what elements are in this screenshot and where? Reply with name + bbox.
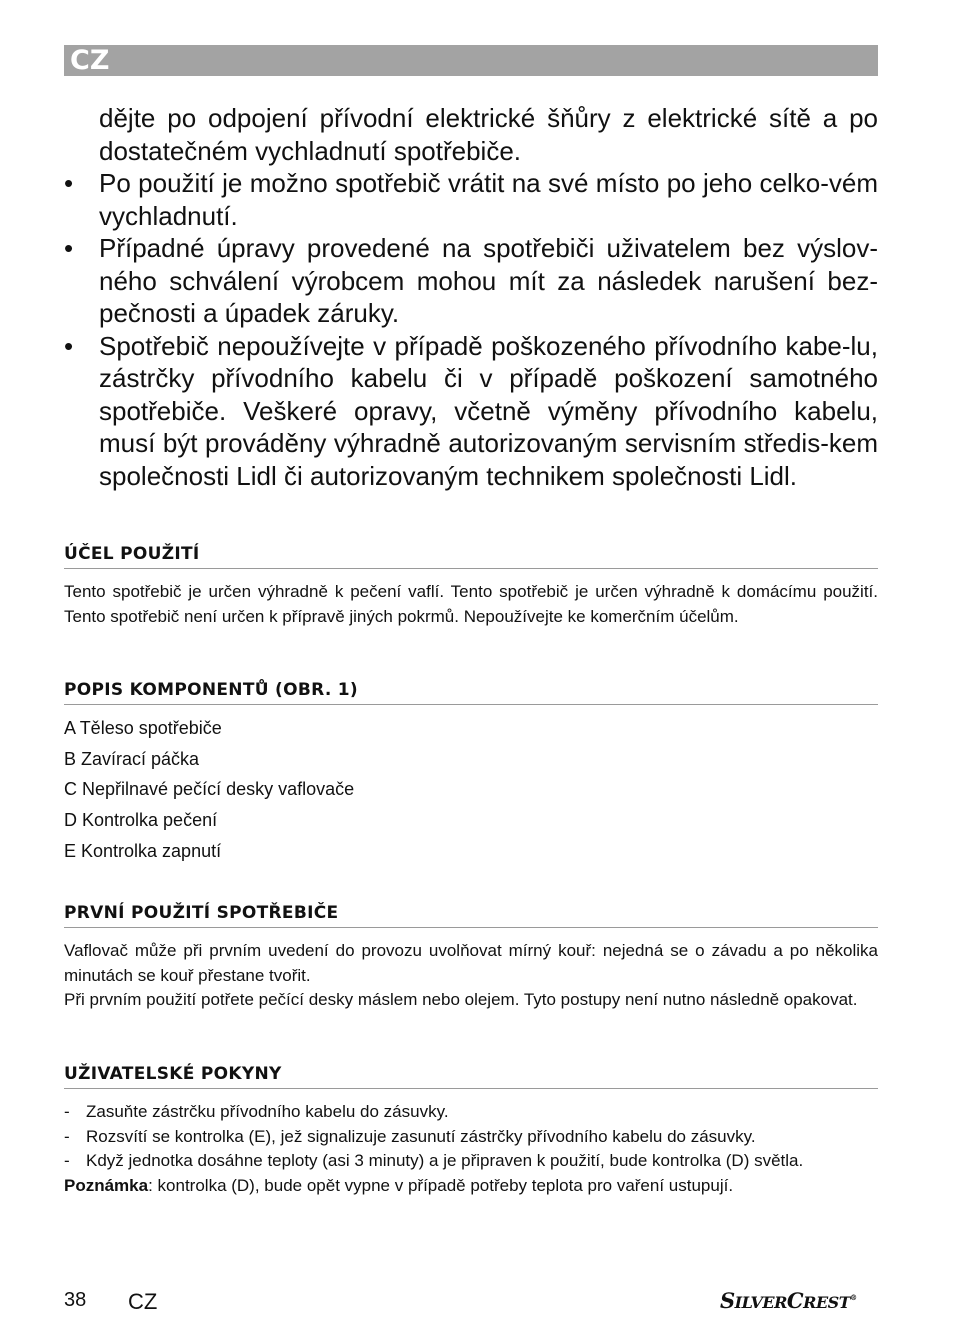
brand-logo — [720, 1288, 857, 1313]
intended-use-text — [64, 580, 878, 629]
instruction-item — [64, 1100, 878, 1125]
bullet-text: Po použití je možno spotřebič vrátit na své místo po jeho celko-vém vychladnutí. — [99, 168, 878, 231]
instruction-item — [64, 1125, 878, 1150]
brand-logo-c: C — [786, 1288, 804, 1313]
dash-icon: - — [64, 1126, 70, 1146]
component-item-b: B Zavírací páčka — [64, 749, 200, 769]
first-use-paragraph-2: Při prvním použití potřete pečící desky máslem nebo olejem. Tyto postupy není nutno následně opakovat. — [64, 990, 858, 1009]
continuation-text: dějte po odpojení přívodní elektrické šňůry z elektrické sítě a po dostatečném vychladnutí spotřebiče. — [99, 103, 878, 166]
safety-instructions-continued — [64, 102, 878, 492]
dash-icon: - — [64, 1151, 70, 1170]
section-heading-intended-use: ÚČEL POUŽITÍ — [64, 543, 878, 569]
first-use-text — [64, 939, 878, 1013]
section-heading-user-instructions: UŽIVATELSKÉ POKYNY — [64, 1063, 878, 1089]
bullet-item — [64, 232, 878, 330]
note — [64, 1174, 878, 1199]
user-instructions-text — [64, 1100, 878, 1198]
component-item-c: C Nepřilnavé pečící desky vaflovače — [64, 779, 355, 799]
page-number: 38 — [64, 1289, 87, 1311]
bullet-item — [64, 167, 878, 232]
bullet-text: Spotřebič nepoužívejte v případě poškozeného přívodního kabe-lu, zástrčky přívodního kabelu či v případě poškození samotného spotřebiče. Veškeré opravy, včetně výměny přívodního kabelu, musí být prováděny výhradně autorizovaným servisním středis-kem společnosti Lidl či autorizovaným technikem společnosti Lidl. — [99, 330, 878, 491]
instruction-item — [64, 1149, 878, 1174]
registered-mark: ® — [850, 1293, 857, 1302]
component-item-e: E Kontrolka zapnutí — [64, 841, 222, 861]
first-use-paragraph-1: Vaflovač může při prvním uvedení do provozu uvolňovat mírný kouř: nejedná se o závadu a po několika minutách se kouř přestane tvořit. — [64, 941, 878, 985]
footer-language: CZ — [128, 1289, 158, 1314]
brand-logo-rest: REST — [803, 1293, 851, 1312]
bullet-icon: • — [64, 330, 74, 361]
bullet-text: Případné úpravy provedené na spotřebiči uživatelem bez výslov-ného schválení výrobcem mohou mít za následek narušení bez-pečnosti a úpadek záruky. — [99, 233, 878, 328]
intended-use-paragraph: Tento spotřebič je určen výhradně k pečení vaflí. Tento spotřebič je určen výhradně k domácímu použití. Tento spotřebič není určen k přípravě jiných pokrmů. Nepoužívejte ke komerčním účelům. — [64, 582, 878, 626]
instruction-text: Rozsvítí se kontrolka (E), jež signalizuje zasunutí zástrčky přívodního kabelu do zásuvky. — [86, 1126, 756, 1146]
section-heading-components: POPIS KOMPONENTŮ (OBR. 1) — [64, 679, 878, 705]
language-label: CZ — [70, 45, 110, 76]
language-header-bar — [64, 45, 878, 76]
component-item-d: D Kontrolka pečení — [64, 810, 218, 830]
dash-icon: - — [64, 1102, 70, 1121]
note-text: : kontrolka (D), bude opět vypne v případě potřeby teplota pro vaření ustupují. — [148, 1175, 734, 1195]
bullet-item — [64, 330, 878, 493]
instruction-text: Když jednotka dosáhne teploty (asi 3 minuty) a je připraven k použití, bude kontrolka (D) světla. — [86, 1151, 804, 1170]
section-heading-first-use: PRVNÍ POUŽITÍ SPOTŘEBIČE — [64, 902, 878, 928]
bullet-icon: • — [64, 233, 74, 263]
component-item-a: A Těleso spotřebiče — [64, 718, 222, 738]
note-label: Poznámka — [64, 1175, 149, 1195]
brand-logo-s: S — [720, 1288, 735, 1313]
instruction-text: Zasuňte zástrčku přívodního kabelu do zásuvky. — [86, 1102, 449, 1121]
brand-logo-ilver: ILVER — [734, 1293, 787, 1312]
bullet-icon: • — [64, 168, 74, 198]
